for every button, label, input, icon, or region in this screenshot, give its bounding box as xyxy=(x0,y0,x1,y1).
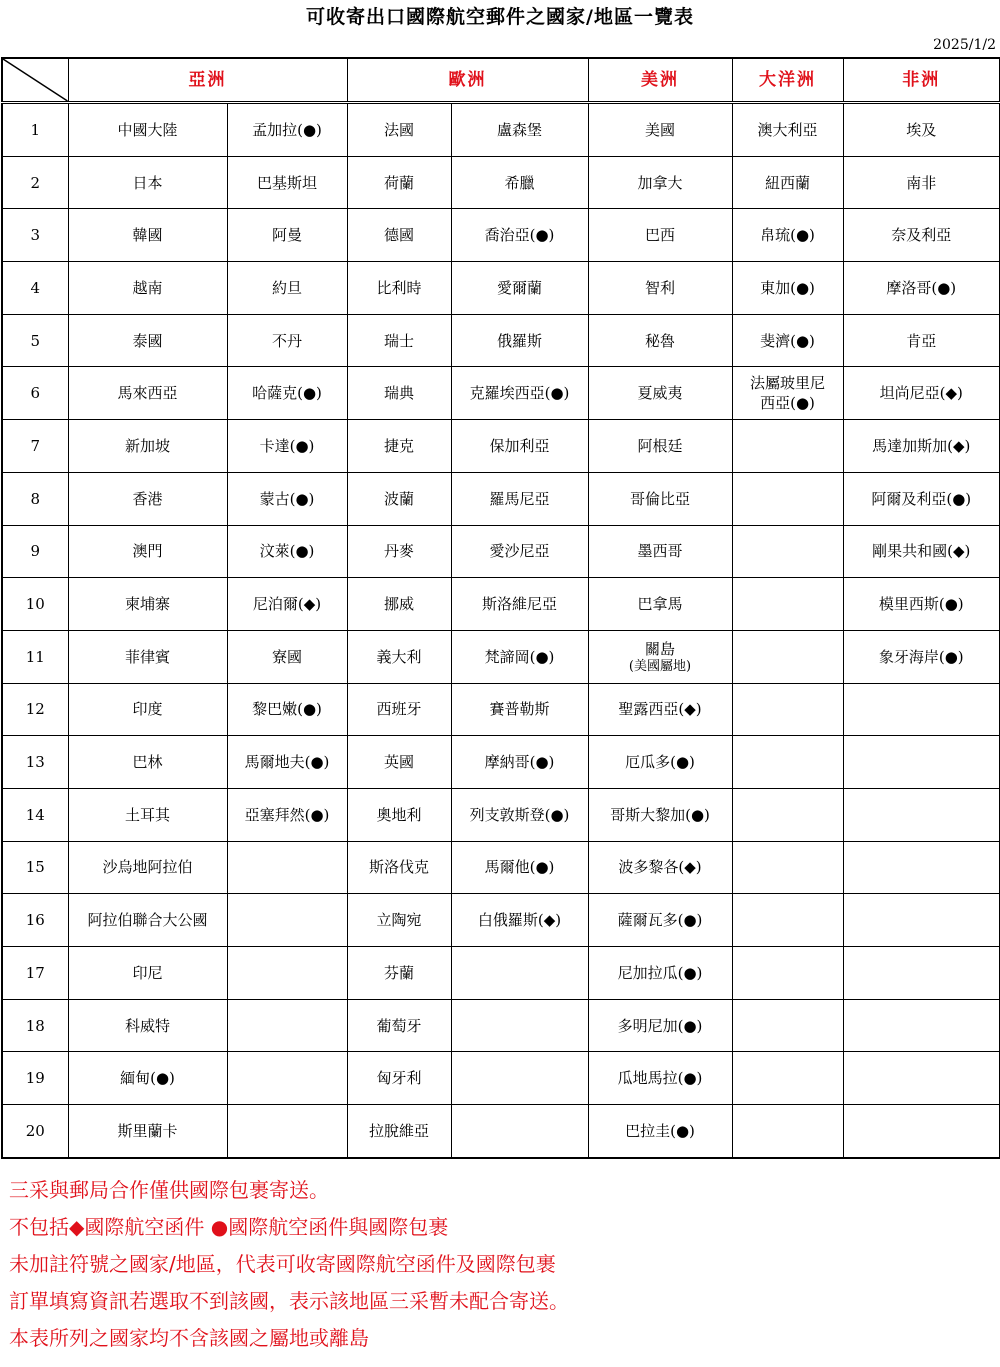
oceania-country xyxy=(732,736,843,789)
america-country: 瓜地馬拉(●) xyxy=(588,1052,732,1105)
table-body xyxy=(2,103,1000,1158)
row-number: 13 xyxy=(2,736,68,789)
oceania-country xyxy=(732,999,843,1052)
europe-country xyxy=(451,1105,588,1158)
header-row xyxy=(2,58,1000,103)
row-number: 11 xyxy=(2,630,68,683)
europe-country: 匈牙利 xyxy=(347,1052,451,1105)
europe-country: 捷克 xyxy=(347,420,451,473)
row-number: 5 xyxy=(2,314,68,367)
table-row xyxy=(2,262,1000,315)
africa-country xyxy=(843,788,1000,841)
asia-country: 日本 xyxy=(68,156,227,209)
asia-country: 哈薩克(●) xyxy=(227,367,347,420)
table-row xyxy=(2,630,1000,683)
row-number: 6 xyxy=(2,367,68,420)
asia-country: 卡達(●) xyxy=(227,420,347,473)
oceania-country xyxy=(732,525,843,578)
america-country: 哥倫比亞 xyxy=(588,472,732,525)
europe-country: 挪威 xyxy=(347,578,451,631)
row-number: 7 xyxy=(2,420,68,473)
africa-country: 奈及利亞 xyxy=(843,209,1000,262)
header-africa: 非洲 xyxy=(843,58,1000,103)
note-line: 不包括◆國際航空函件 ●國際航空函件與國際包裹 xyxy=(9,1215,449,1239)
africa-country: 坦尚尼亞(◆) xyxy=(843,367,1000,420)
row-number: 8 xyxy=(2,472,68,525)
america-country: 巴拉圭(●) xyxy=(588,1105,732,1158)
america-country: 薩爾瓦多(●) xyxy=(588,894,732,947)
europe-country: 希臘 xyxy=(451,156,588,209)
europe-country: 愛爾蘭 xyxy=(451,262,588,315)
europe-country: 克羅埃西亞(●) xyxy=(451,367,588,420)
row-number: 4 xyxy=(2,262,68,315)
europe-country: 斯洛維尼亞 xyxy=(451,578,588,631)
asia-country: 韓國 xyxy=(68,209,227,262)
table-row xyxy=(2,209,1000,262)
africa-country: 南非 xyxy=(843,156,1000,209)
oceania-country xyxy=(732,894,843,947)
oceania-country xyxy=(732,1052,843,1105)
table-row xyxy=(2,314,1000,367)
europe-country: 立陶宛 xyxy=(347,894,451,947)
africa-country: 摩洛哥(●) xyxy=(843,262,1000,315)
row-number: 3 xyxy=(2,209,68,262)
america-country: 秘魯 xyxy=(588,314,732,367)
notes-section xyxy=(9,1172,569,1357)
table-row xyxy=(2,1105,1000,1158)
row-number: 10 xyxy=(2,578,68,631)
asia-country xyxy=(227,999,347,1052)
asia-country: 巴林 xyxy=(68,736,227,789)
row-number: 14 xyxy=(2,788,68,841)
europe-country: 摩納哥(●) xyxy=(451,736,588,789)
asia-country: 汶萊(●) xyxy=(227,525,347,578)
asia-country xyxy=(227,1052,347,1105)
table-row xyxy=(2,472,1000,525)
table-row xyxy=(2,420,1000,473)
africa-country xyxy=(843,1105,1000,1158)
america-country-note: (美國屬地) xyxy=(628,658,692,674)
table-row xyxy=(2,894,1000,947)
row-number: 2 xyxy=(2,156,68,209)
asia-country: 香港 xyxy=(68,472,227,525)
asia-country: 阿拉伯聯合大公國 xyxy=(68,894,227,947)
oceania-country: 澳大利亞 xyxy=(732,103,843,157)
asia-country: 亞塞拜然(●) xyxy=(227,788,347,841)
asia-country: 斯里蘭卡 xyxy=(68,1105,227,1158)
asia-country: 澳門 xyxy=(68,525,227,578)
oceania-country xyxy=(732,1105,843,1158)
africa-country xyxy=(843,894,1000,947)
asia-country: 沙烏地阿拉伯 xyxy=(68,841,227,894)
oceania-country xyxy=(732,420,843,473)
asia-country: 印尼 xyxy=(68,947,227,1000)
asia-country: 印度 xyxy=(68,683,227,736)
header-america: 美洲 xyxy=(588,58,732,103)
page-title: 可收寄出口國際航空郵件之國家/地區一覽表 xyxy=(306,6,694,28)
africa-country: 阿爾及利亞(●) xyxy=(843,472,1000,525)
row-number: 20 xyxy=(2,1105,68,1158)
row-number: 18 xyxy=(2,999,68,1052)
europe-country: 丹麥 xyxy=(347,525,451,578)
asia-country: 馬來西亞 xyxy=(68,367,227,420)
europe-country: 奧地利 xyxy=(347,788,451,841)
asia-country xyxy=(227,1105,347,1158)
oceania-country xyxy=(732,367,843,420)
header-asia: 亞洲 xyxy=(68,58,347,103)
asia-country: 阿曼 xyxy=(227,209,347,262)
oceania-country xyxy=(732,683,843,736)
table-row xyxy=(2,841,1000,894)
europe-country: 斯洛伐克 xyxy=(347,841,451,894)
oceania-country xyxy=(732,630,843,683)
europe-country: 比利時 xyxy=(347,262,451,315)
europe-country: 保加利亞 xyxy=(451,420,588,473)
corner-cell xyxy=(2,58,68,103)
america-country: 哥斯大黎加(●) xyxy=(588,788,732,841)
row-number: 1 xyxy=(2,103,68,157)
europe-country: 馬爾他(●) xyxy=(451,841,588,894)
oceania-country xyxy=(732,947,843,1000)
europe-country: 法國 xyxy=(347,103,451,157)
america-country: 阿根廷 xyxy=(588,420,732,473)
oceania-country-line: 西亞(●) xyxy=(760,394,815,413)
america-country xyxy=(588,630,732,683)
africa-country: 肯亞 xyxy=(843,314,1000,367)
asia-country xyxy=(227,894,347,947)
table-row xyxy=(2,1052,1000,1105)
asia-country: 越南 xyxy=(68,262,227,315)
table-row xyxy=(2,367,1000,420)
europe-country: 荷蘭 xyxy=(347,156,451,209)
europe-country: 波蘭 xyxy=(347,472,451,525)
europe-country: 西班牙 xyxy=(347,683,451,736)
asia-country: 蒙古(●) xyxy=(227,472,347,525)
corner-diagonal-line xyxy=(3,59,68,101)
america-country: 多明尼加(●) xyxy=(588,999,732,1052)
asia-country: 柬埔寨 xyxy=(68,578,227,631)
europe-country: 羅馬尼亞 xyxy=(451,472,588,525)
europe-country: 愛沙尼亞 xyxy=(451,525,588,578)
asia-country: 土耳其 xyxy=(68,788,227,841)
africa-country: 象牙海岸(●) xyxy=(843,630,1000,683)
america-country: 墨西哥 xyxy=(588,525,732,578)
asia-country xyxy=(227,947,347,1000)
table-row xyxy=(2,947,1000,1000)
asia-country: 科威特 xyxy=(68,999,227,1052)
asia-country xyxy=(227,841,347,894)
europe-country: 英國 xyxy=(347,736,451,789)
header-europe: 歐洲 xyxy=(347,58,588,103)
america-country: 厄瓜多(●) xyxy=(588,736,732,789)
europe-country: 喬治亞(●) xyxy=(451,209,588,262)
europe-country: 德國 xyxy=(347,209,451,262)
europe-country: 芬蘭 xyxy=(347,947,451,1000)
row-number: 19 xyxy=(2,1052,68,1105)
table-row xyxy=(2,578,1000,631)
row-number: 15 xyxy=(2,841,68,894)
europe-country: 拉脫維亞 xyxy=(347,1105,451,1158)
table-row xyxy=(2,999,1000,1052)
america-country: 美國 xyxy=(588,103,732,157)
asia-country: 中國大陸 xyxy=(68,103,227,157)
europe-country: 盧森堡 xyxy=(451,103,588,157)
europe-country: 瑞士 xyxy=(347,314,451,367)
oceania-country: 斐濟(●) xyxy=(732,314,843,367)
oceania-country xyxy=(732,472,843,525)
europe-country xyxy=(451,947,588,1000)
america-country: 聖露西亞(◆) xyxy=(588,683,732,736)
table-row xyxy=(2,683,1000,736)
america-country: 巴拿馬 xyxy=(588,578,732,631)
asia-country: 泰國 xyxy=(68,314,227,367)
oceania-country xyxy=(732,841,843,894)
oceania-country: 東加(●) xyxy=(732,262,843,315)
america-country: 尼加拉瓜(●) xyxy=(588,947,732,1000)
row-number: 12 xyxy=(2,683,68,736)
africa-country xyxy=(843,683,1000,736)
africa-country: 馬達加斯加(◆) xyxy=(843,420,1000,473)
table-row xyxy=(2,103,1000,157)
note-line: 三采與郵局合作僅供國際包裹寄送。 xyxy=(9,1178,329,1202)
document-date: 2025/1/2 xyxy=(933,37,996,53)
oceania-country: 紐西蘭 xyxy=(732,156,843,209)
asia-country: 緬甸(●) xyxy=(68,1052,227,1105)
asia-country: 寮國 xyxy=(227,630,347,683)
asia-country: 約旦 xyxy=(227,262,347,315)
europe-country: 賽普勒斯 xyxy=(451,683,588,736)
america-country: 波多黎各(◆) xyxy=(588,841,732,894)
europe-country xyxy=(451,999,588,1052)
table-row xyxy=(2,788,1000,841)
europe-country: 葡萄牙 xyxy=(347,999,451,1052)
africa-country: 埃及 xyxy=(843,103,1000,157)
america-country: 加拿大 xyxy=(588,156,732,209)
europe-country: 白俄羅斯(◆) xyxy=(451,894,588,947)
table-row xyxy=(2,525,1000,578)
table-row xyxy=(2,736,1000,789)
row-number: 16 xyxy=(2,894,68,947)
europe-country: 俄羅斯 xyxy=(451,314,588,367)
europe-country: 瑞典 xyxy=(347,367,451,420)
america-country: 智利 xyxy=(588,262,732,315)
africa-country xyxy=(843,947,1000,1000)
row-number: 9 xyxy=(2,525,68,578)
asia-country: 孟加拉(●) xyxy=(227,103,347,157)
africa-country xyxy=(843,999,1000,1052)
asia-country: 尼泊爾(◆) xyxy=(227,578,347,631)
row-number: 17 xyxy=(2,947,68,1000)
asia-country: 馬爾地夫(●) xyxy=(227,736,347,789)
europe-country: 列支敦斯登(●) xyxy=(451,788,588,841)
africa-country: 模里西斯(●) xyxy=(843,578,1000,631)
asia-country: 黎巴嫩(●) xyxy=(227,683,347,736)
america-country-name: 關島 xyxy=(644,639,675,658)
asia-country: 菲律賓 xyxy=(68,630,227,683)
oceania-country xyxy=(732,578,843,631)
oceania-country xyxy=(732,788,843,841)
asia-country: 巴基斯坦 xyxy=(227,156,347,209)
europe-country: 義大利 xyxy=(347,630,451,683)
europe-country xyxy=(451,1052,588,1105)
africa-country: 剛果共和國(◆) xyxy=(843,525,1000,578)
africa-country xyxy=(843,841,1000,894)
header-oceania: 大洋洲 xyxy=(732,58,843,103)
asia-country: 不丹 xyxy=(227,314,347,367)
oceania-country-line: 法屬玻里尼 xyxy=(749,374,825,393)
country-table xyxy=(1,57,1000,1159)
table-row xyxy=(2,156,1000,209)
note-line: 本表所列之國家均不含該國之屬地或離島 xyxy=(9,1326,369,1350)
asia-country: 新加坡 xyxy=(68,420,227,473)
note-line: 未加註符號之國家/地區，代表可收寄國際航空函件及國際包裹 xyxy=(9,1252,556,1276)
africa-country xyxy=(843,736,1000,789)
oceania-country: 帛琉(●) xyxy=(732,209,843,262)
note-line: 訂單填寫資訊若選取不到該國，表示該地區三采暫未配合寄送。 xyxy=(9,1289,569,1313)
africa-country xyxy=(843,1052,1000,1105)
america-country: 巴西 xyxy=(588,209,732,262)
europe-country: 梵諦岡(●) xyxy=(451,630,588,683)
america-country: 夏威夷 xyxy=(588,367,732,420)
